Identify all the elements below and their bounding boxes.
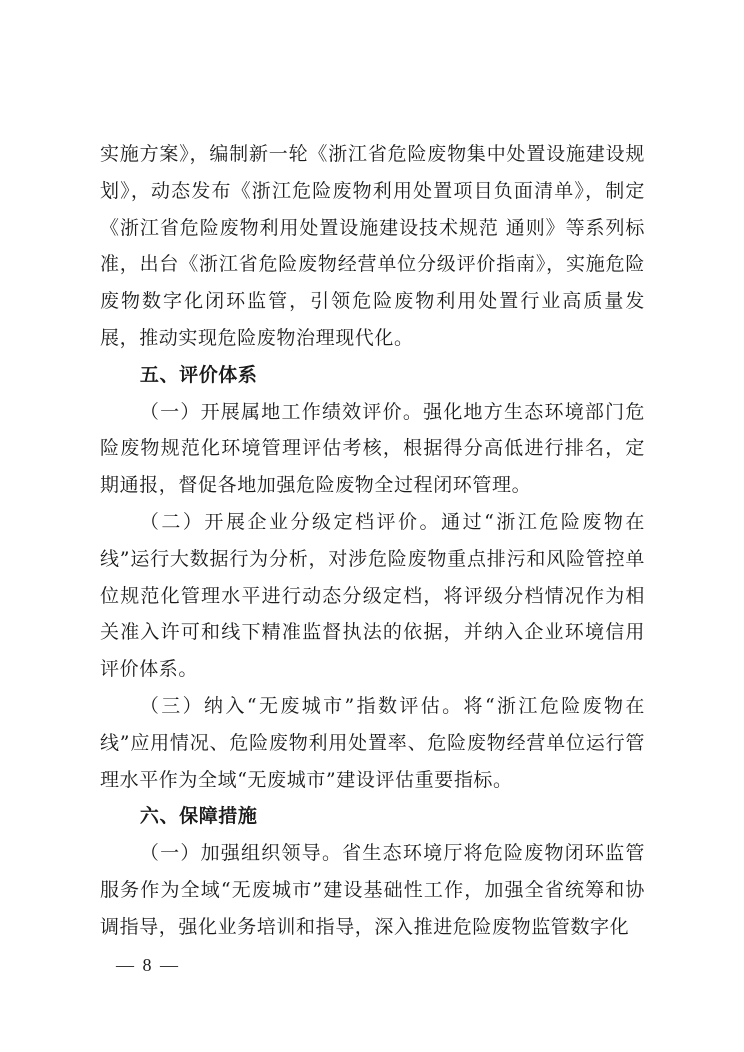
document-body [100,136,645,946]
section-heading-safeguards: 六、保障措施 [139,805,258,828]
paragraph-zero-waste-index: （三）纳入“无废城市”指数评估。将“浙江危险废物在线”应用情况、危险废物利用处置率、危险废物经营单位运行管理水平作为全域“无废城市”建设评估重要指标。 [100,694,645,791]
section-heading-evaluation-system: 五、评价体系 [139,363,258,386]
paragraph-territorial-performance: （一）开展属地工作绩效评价。强化地方生态环境部门危险废物规范化环境管理评估考核，根据得分高低进行排名，定期通报，督促各地加强危险废物全过程闭环管理。 [100,400,645,497]
paragraph-continuation: 实施方案》，编制新一轮《浙江省危险废物集中处置设施建设规划》，动态发布《浙江危险废物利用处置项目负面清单》，制定《浙江省危险废物利用处置设施建设技术规范 通则》等系列标准，出台《浙江省危险废物经营单位分级评价指南》，实施危险废物数字化闭环监管，引领危险废物利用处置行业高质量发展，推动实现危险废物治理现代化。 [100,143,645,349]
page-number: — 8 — [116,955,180,975]
paragraph-enterprise-grading: （二）开展企业分级定档评价。通过“浙江危险废物在线”运行大数据行为分析，对涉危险废物重点排污和风险管控单位规范化管理水平进行动态分级定档，将评级分档情况作为相关准入许可和线下精准监督执法的依据，并纳入企业环境信用评价体系。 [100,510,645,681]
paragraph-organizational-leadership: （一）加强组织领导。省生态环境厅将危险废物闭环监管服务作为全域“无废城市”建设基础性工作，加强全省统筹和协调指导，强化业务培训和指导，深入推进危险废物监管数字化 [100,842,645,938]
